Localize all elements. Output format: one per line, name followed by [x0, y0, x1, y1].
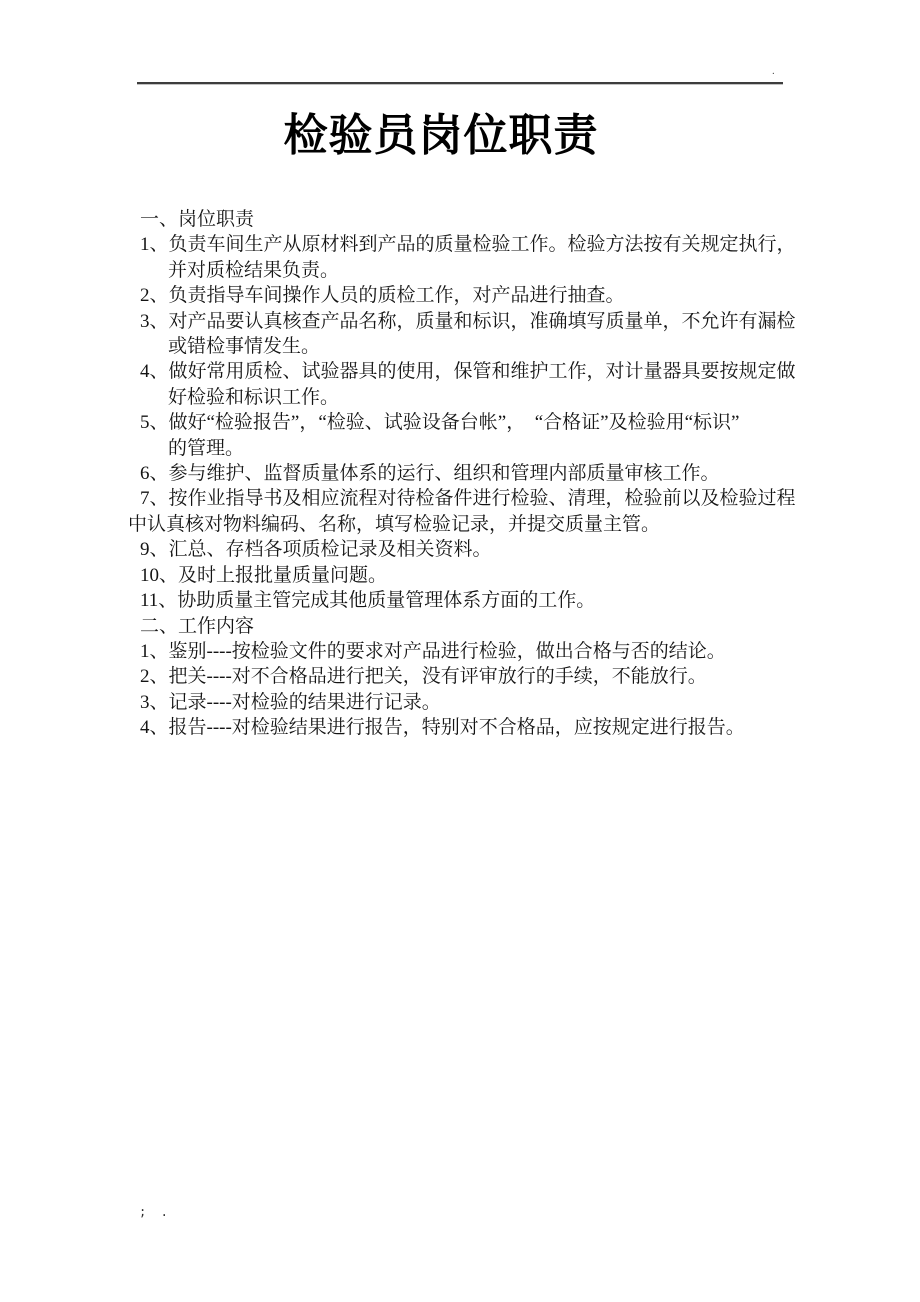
list-item-line: 4、报告----对检验结果进行报告，特别对不合格品，应按规定进行报告。 — [140, 717, 745, 739]
header-stray-mark: . — [772, 65, 775, 77]
list-item-line: 4、做好常用质检、试验器具的使用，保管和维护工作，对计量器具要按规定做 — [140, 361, 796, 383]
list-item-line: 或错检事情发生。 — [168, 336, 321, 358]
list-item-line: 11、协助质量主管完成其他质量管理体系方面的工作。 — [140, 590, 596, 612]
list-item-line: 中认真核对物料编码、名称，填写检验记录，并提交质量主管。 — [128, 513, 661, 535]
list-item-line: 3、记录----对检验的结果进行记录。 — [140, 691, 441, 713]
list-item-line: 2、负责指导车间操作人员的质检工作，对产品进行抽查。 — [140, 285, 625, 307]
list-item-line: 并对质检结果负责。 — [168, 259, 340, 281]
list-item-line: 的管理。 — [168, 437, 245, 459]
section-heading: 一、岗位职责 — [140, 209, 255, 230]
list-item-line: 7、按作业指导书及相应流程对待检备件进行检验、清理，检验前以及检验过程 — [140, 488, 796, 510]
footer-mark: ; . — [139, 1205, 168, 1219]
list-item-line: 好检验和标识工作。 — [168, 386, 340, 408]
list-item-line: 1、鉴别----按检验文件的要求对产品进行检验，做出合格与否的结论。 — [140, 640, 726, 662]
list-item-line: 10、及时上报批量质量问题。 — [140, 564, 388, 586]
list-item-line: 2、把关----对不合格品进行把关，没有评审放行的手续，不能放行。 — [140, 666, 707, 688]
header-rule — [137, 82, 783, 84]
list-item-line: 6、参与维护、监督质量体系的运行、组织和管理内部质量审核工作。 — [140, 463, 720, 485]
document-title: 检验员岗位职责 — [283, 111, 599, 160]
document-body — [0, 207, 920, 741]
section-heading: 二、工作内容 — [140, 615, 255, 637]
list-item-line: 9、汇总、存档各项质检记录及相关资料。 — [140, 539, 492, 561]
list-item-line: 5、做好“检验报告”，“检验、试验设备台帐”， “合格证”及检验用“标识” — [140, 412, 740, 434]
list-item-line: 3、对产品要认真核查产品名称，质量和标识，准确填写质量单，不允许有漏检 — [140, 310, 796, 332]
list-item-line: 1、负责车间生产从原材料到产品的质量检验工作。检验方法按有关规定执行， — [140, 234, 796, 256]
